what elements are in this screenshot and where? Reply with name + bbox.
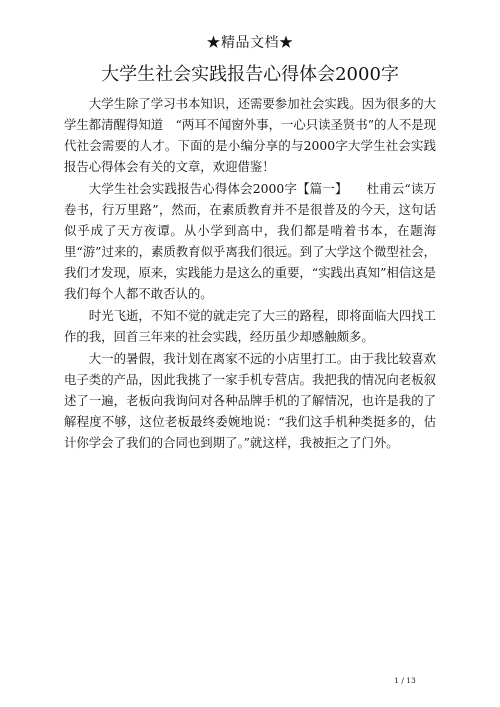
paragraph-summer-job: 大一的暑假，我计划在离家不远的小店里打工。由于我比较喜欢电子类的产品，因此我挑了一家手机专营店。我把我的情况向老板叙述了一遍，老板向我询问对各种品牌手机的了解情况，也许是我的了解程度不够，这位老板最终委婉地说：“我们这手机种类挺多的，估计你学会了我们的合同也到期了。”就这样，我被拒之了门外。 [64, 351, 436, 450]
paragraph-intro: 大学生除了学习书本知识，还需要参加社会实践。因为很多的大学生都清醒得知道 “两耳不闻窗外事，一心只读圣贤书”的人不是现代社会需要的人才。下面的是小编分享的与2000字大学生社会实践报告心得体会有关的文章，欢迎借鉴！ [64, 96, 436, 174]
document-body [64, 93, 436, 453]
document-title: 大学生社会实践报告心得体会2000字 [101, 64, 399, 85]
header-mark: ★精品文档★ [206, 35, 294, 51]
page-number: 1 / 13 [394, 676, 416, 685]
paragraph-part-one: 大学生社会实践报告心得体会2000字【篇一】 杜甫云“读万卷书，行万里路”，然而，在素质教育并不是很普及的今天，这句话似乎成了天方夜谭。从小学到高中，我们都是啃着书本，在题海里“游”过来的，素质教育似乎离我们很远。到了大学这个微型社会，我们才发现，原来，实践能力是这么的重要，“实践出真知”相信这是我们每个人都不敢否认的。 [64, 181, 436, 301]
footer-divider [64, 671, 436, 672]
paragraph-time-flies: 时光飞逝，不知不觉的就走完了大三的路程，即将面临大四找工作的我，回首三年来的社会实践，经历虽少却感触颇多。 [64, 308, 436, 344]
